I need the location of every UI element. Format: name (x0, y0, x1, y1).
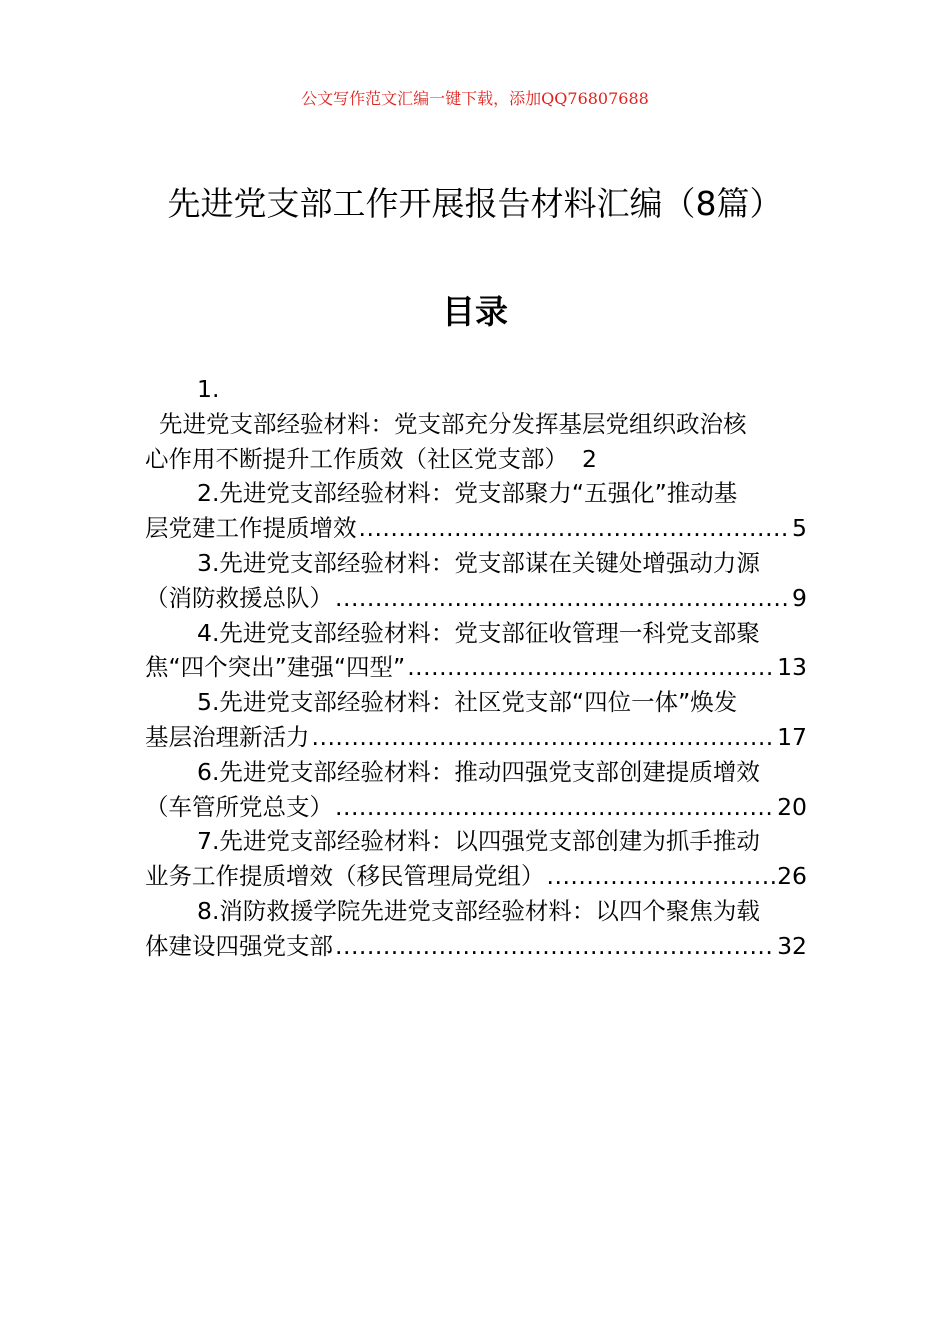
toc-entry-title-line2: （车管所党总支） (145, 792, 333, 821)
toc-entry-title-line2: （消防救援总队） (145, 583, 333, 612)
toc-entry-page-number: 17 (777, 722, 807, 751)
download-watermark-note: 公文写作范文汇编一键下载，添加QQ76807688 (301, 89, 649, 108)
table-of-contents (145, 372, 807, 964)
toc-entry-title-line1: 7.先进党支部经验材料：以四强党支部创建为抓手推动 (197, 827, 760, 856)
toc-entry-page-number: 5 (792, 514, 807, 543)
toc-entry-page-number: 26 (777, 862, 807, 891)
toc-entry-title-line2: 心作用不断提升工作质效（社区党支部） (145, 444, 568, 473)
toc-entry-3[interactable] (145, 546, 807, 616)
document-title: 先进党支部工作开展报告材料汇编（8篇） (167, 184, 783, 223)
toc-entry-page-number: 13 (777, 653, 807, 682)
toc-entry-8[interactable] (145, 894, 807, 964)
toc-entry-number: 1. (197, 375, 220, 403)
toc-entry-title-line1: 3.先进党支部经验材料：党支部谋在关键处增强动力源 (197, 548, 760, 577)
toc-entry-title-line2: 体建设四强党支部 (145, 931, 333, 960)
toc-entry-title-line1: 先进党支部经验材料：党支部充分发挥基层党组织政治核 (159, 409, 747, 438)
toc-entry-page-number: 20 (777, 792, 807, 821)
toc-entry-title-line1: 4.先进党支部经验材料：党支部征收管理一科党支部聚 (197, 618, 760, 647)
toc-entry-page-number: 9 (792, 583, 807, 612)
toc-entry-title-line1: 6.先进党支部经验材料：推动四强党支部创建提质增效 (197, 757, 760, 786)
toc-entry-6[interactable] (145, 755, 807, 825)
toc-entry-5[interactable] (145, 685, 807, 755)
toc-entry-title-line1: 5.先进党支部经验材料：社区党支部“四位一体”焕发 (197, 688, 738, 717)
toc-heading: 目录 (442, 292, 508, 331)
dot-leader (335, 790, 775, 825)
toc-entry-title-line2: 业务工作提质增效（移民管理局党组） (145, 862, 545, 891)
dot-leader (547, 859, 776, 894)
toc-entry-page-number: 32 (777, 931, 807, 960)
dot-leader (335, 929, 775, 964)
toc-entry-1[interactable] (145, 372, 807, 476)
toc-entry-page-number: 2 (582, 444, 597, 473)
dot-leader (312, 720, 776, 755)
toc-entry-title-line1: 2.先进党支部经验材料：党支部聚力“五强化”推动基 (197, 479, 738, 508)
toc-entry-7[interactable] (145, 824, 807, 894)
toc-entry-title-line2: 层党建工作提质增效 (145, 514, 357, 543)
toc-entry-title-line1: 8.消防救援学院先进党支部经验材料：以四个聚焦为载 (197, 896, 760, 925)
toc-entry-2[interactable] (145, 476, 807, 546)
dot-leader (359, 511, 791, 546)
toc-entry-title-line2: 焦“四个突出”建强“四型” (145, 653, 406, 682)
dot-leader (335, 581, 790, 616)
toc-entry-4[interactable] (145, 616, 807, 686)
toc-entry-title-line2: 基层治理新活力 (145, 722, 310, 751)
dot-leader (407, 650, 775, 685)
